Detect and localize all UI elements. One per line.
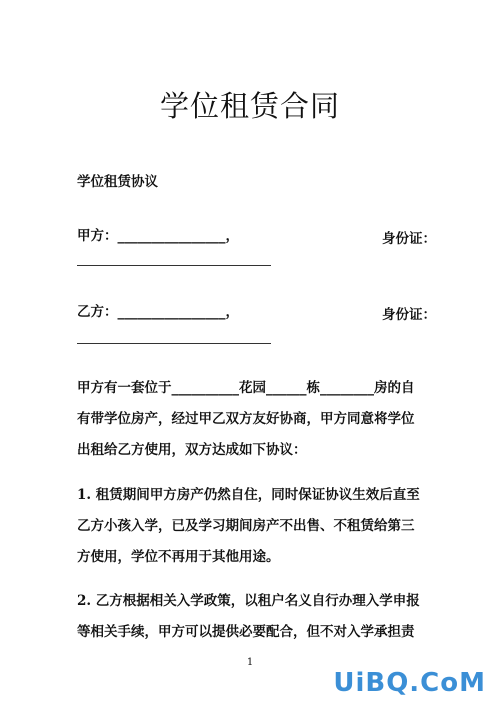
intro-line: 有带学位房产，经过甲乙双方友好协商，甲方同意将学位: [77, 411, 415, 427]
clause-line: 乙方小孩入学，已及学习期间房产不出售、不租赁给第三: [77, 518, 415, 534]
party-a-id-label: 身份证：: [382, 231, 436, 247]
party-b-id-blank: [77, 343, 271, 344]
intro-line: 出租给乙方使用，双方达成如下协议：: [77, 442, 307, 458]
intro-line: 甲方有一套位于__________花园______栋________房的自: [77, 380, 415, 396]
clause-line: 方使用，学位不再用于其他用途。: [77, 549, 280, 565]
clause-line: 等相关手续，甲方可以提供必要配合，但不对入学承担责: [77, 624, 415, 640]
clause-1: [77, 480, 437, 573]
party-a-id-blank: [77, 265, 271, 266]
party-b-id-label: 身份证：: [382, 307, 436, 323]
agreement-subtitle: 学位租赁协议: [77, 174, 158, 190]
party-b-line: 乙方：________________，: [77, 304, 239, 320]
page-number: 1: [246, 657, 254, 668]
intro-paragraph: [77, 373, 437, 466]
document-title: 学位租赁合同: [159, 89, 340, 123]
clause-line: 1. 租赁期间甲方房产仍然自住，同时保证协议生效后直至: [77, 487, 420, 503]
clause-line: 2. 乙方根据相关入学政策，以租户名义自行办理入学申报: [77, 593, 420, 609]
party-a-line: 甲方：________________，: [77, 228, 239, 244]
clause-2: [77, 586, 437, 648]
watermark-logo: UiBQ.CoM: [333, 668, 486, 698]
